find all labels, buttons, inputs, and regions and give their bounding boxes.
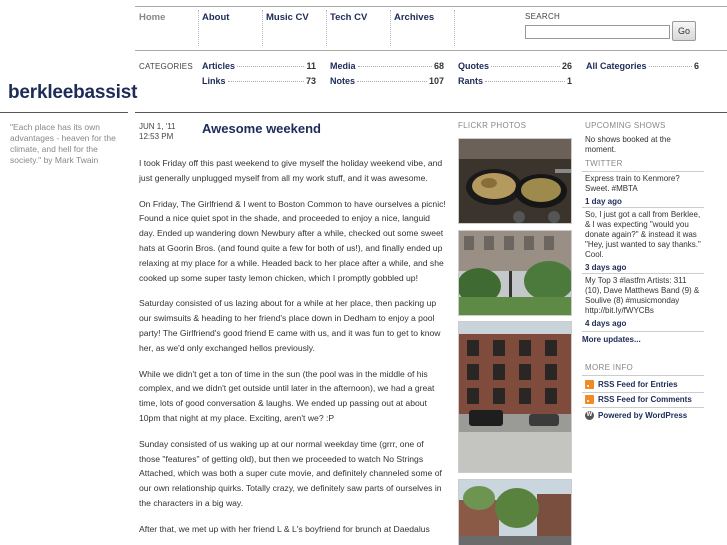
post-date-time: 12:53 PM	[139, 132, 174, 141]
divider	[582, 331, 704, 332]
photo-graphic	[459, 322, 572, 473]
tweet-time[interactable]: 3 days ago	[585, 263, 627, 272]
category-name: Links	[202, 76, 226, 86]
tweet-time[interactable]: 4 days ago	[585, 319, 627, 328]
divider	[582, 392, 704, 393]
photo-graphic	[459, 480, 572, 545]
dots	[357, 81, 427, 82]
category-count: 6	[693, 61, 699, 71]
category-count: 1	[566, 76, 572, 86]
flickr-photo-street[interactable]	[458, 479, 572, 545]
divider	[326, 10, 327, 46]
search-input[interactable]	[525, 25, 670, 39]
dots	[485, 81, 565, 82]
post-body	[139, 156, 447, 545]
divider	[262, 10, 263, 46]
upcoming-shows-heading: UPCOMING SHOWS	[585, 121, 666, 130]
category-count: 26	[561, 61, 572, 71]
rss-entries-link[interactable]	[585, 380, 678, 389]
nav-music-cv[interactable]: Music CV	[266, 12, 309, 23]
tweet-text: So, I just got a call from Berklee, & I was expecting "would you donate again?" & instead it was "Hey, just wanted to say thanks." Cool.	[585, 210, 701, 259]
post-paragraph: Sunday consisted of us waking up at our normal weekday time (grrr, one of those "features" of getting old), but then we proceeded to watch No Strings Attached, which was both a super cute movie, and definitely channeled some of our own relationship quirks. Totally crazy, we definitely saw parts of ourselves in the characters in a big way.	[139, 438, 442, 508]
flickr-heading: FLICKR PHOTOS	[458, 121, 527, 130]
wordpress-link[interactable]	[585, 411, 687, 420]
divider	[0, 112, 128, 113]
category-all[interactable]	[586, 61, 699, 71]
post-paragraph: While we didn't get a ton of time in the sun (the pool was in the middle of his complex, and we didn't get outside until later in the afternoon), we had a great time, lots of good conversation & laughs. We ended up passing out at about 10pm that night at my place. Exciting, aren't we? :P	[139, 368, 435, 423]
category-count: 11	[306, 61, 316, 71]
nav-home[interactable]: Home	[139, 12, 166, 23]
divider	[135, 112, 727, 113]
dots	[649, 66, 692, 67]
rss-icon	[585, 380, 594, 389]
category-links[interactable]	[202, 76, 316, 86]
nav-about[interactable]: About	[202, 12, 230, 23]
dots	[491, 66, 560, 67]
category-name: Rants	[458, 76, 484, 86]
search-go-button[interactable]: Go	[672, 21, 696, 41]
category-name: Articles	[202, 61, 236, 71]
category-articles[interactable]	[202, 61, 316, 71]
search-label: SEARCH	[525, 12, 561, 21]
photo-graphic	[459, 139, 572, 224]
post-paragraph: After that, we met up with her friend L & L's boyfriend for brunch at Daedalus	[139, 523, 430, 534]
more-updates-link[interactable]: More updates...	[582, 335, 641, 344]
flickr-photo-building[interactable]	[458, 321, 572, 473]
link-label: RSS Feed for Comments	[598, 395, 692, 404]
category-rants[interactable]	[458, 76, 572, 86]
dots	[237, 66, 304, 67]
upcoming-shows-text: No shows booked at the moment.	[585, 135, 671, 154]
divider	[582, 273, 704, 274]
categories-label: CATEGORIES	[139, 62, 193, 71]
tweet-text: Express train to Kenmore? Sweet. #MBTA	[585, 174, 680, 193]
divider	[135, 6, 727, 7]
link-label: Powered by WordPress	[598, 411, 688, 420]
post-paragraph: Saturday consisted of us lazing about for a while at her place, then packing up our swimsuits & heading to her friend's place down in Dedham to enjoy a pool party! The Girlfriend's good friend E came with us, and it was fun to get to know her, as we'd only exchanged hellos previously.	[139, 298, 441, 353]
rss-icon	[585, 395, 594, 404]
post-paragraph: I took Friday off this past weekend to give myself the holiday weekend vibe, and just generally unplugged myself from all my work stuff, and it was awesome.	[139, 158, 443, 183]
wordpress-icon: W	[586, 412, 593, 418]
category-name: All Categories	[586, 61, 647, 71]
divider	[135, 50, 727, 51]
divider	[582, 375, 704, 376]
category-notes[interactable]	[330, 76, 444, 86]
tweet-time[interactable]: 1 day ago	[585, 197, 622, 206]
link-label: RSS Feed for Entries	[598, 380, 678, 389]
category-count: 73	[305, 76, 316, 86]
site-title[interactable]: berkleebassist	[8, 82, 138, 103]
dots	[358, 66, 432, 67]
divider	[198, 10, 199, 46]
post-date	[139, 122, 176, 142]
nav-archives[interactable]: Archives	[394, 12, 435, 23]
divider	[390, 10, 391, 46]
dots	[228, 81, 304, 82]
tweet-text: My Top 3 #lastfm Artists: 311 (10), Dave Matthews Band (9) & Soulive (8) #musicmonday http://bit.ly/fWYCBs	[585, 276, 700, 315]
more-info-heading: MORE INFO	[585, 363, 634, 372]
rss-comments-link[interactable]	[585, 395, 692, 404]
flickr-photo-courtyard[interactable]	[458, 230, 572, 316]
nav-tech-cv[interactable]: Tech CV	[330, 12, 368, 23]
category-quotes[interactable]	[458, 61, 572, 71]
post-title[interactable]: Awesome weekend	[202, 121, 321, 136]
category-media[interactable]	[330, 61, 444, 71]
divider	[454, 10, 455, 46]
category-name: Quotes	[458, 61, 490, 71]
divider	[582, 207, 704, 208]
category-count: 107	[428, 76, 444, 86]
divider	[582, 171, 704, 172]
photo-graphic	[459, 231, 572, 316]
flickr-photo-cooking[interactable]	[458, 138, 572, 224]
category-name: Notes	[330, 76, 356, 86]
site-quote: "Each place has its own advantages - heaven for the climate, and hell for the society." by Mark Twain	[10, 122, 116, 165]
divider	[582, 407, 704, 408]
twitter-heading: TWITTER	[585, 159, 623, 168]
category-count: 68	[433, 61, 444, 71]
post-paragraph: On Friday, The Girlfriend & I went to Boston Common to have ourselves a picnic! Found a nice quiet spot in the shade, and proceeded to enjoy a nice, languid day. Ended up wandering down Newbury after a while, checked out some sweet hats at Goorin Bros. (and found quite a few for both of us!), and finally ended up relaxing at my place for a while. Headed back to her place after a while, and she cooked up some super tasty lemon chicken, which I promptly gobbled up!	[139, 198, 446, 283]
category-name: Media	[330, 61, 356, 71]
post-date-day: JUN 1, '11	[139, 122, 176, 131]
